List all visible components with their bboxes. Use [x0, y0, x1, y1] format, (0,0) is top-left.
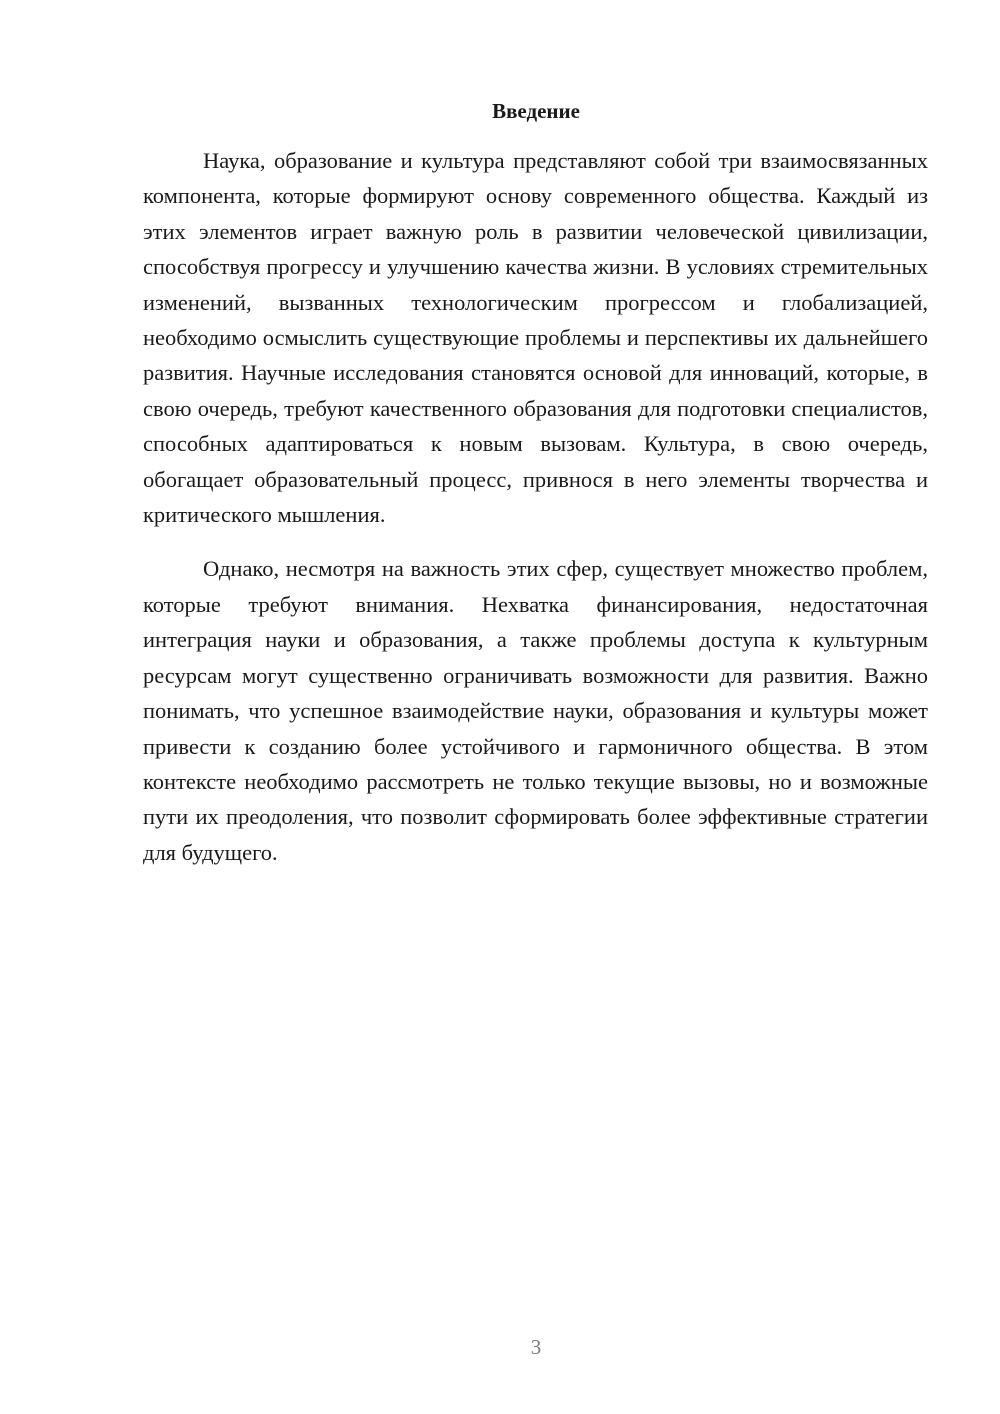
page-number: 3 [530, 1335, 542, 1359]
paragraph-2: Однако, несмотря на важность этих сфер, существует множество проблем, которые требуют внимания. Нехватка финансирования, недостаточная интеграция науки и образования, а также проблемы доступа к культурным ресурсам могут существенно ограничивать возможности для развития. Важно понимать, что успешное взаимодействие науки, образования и культуры может привести к созданию более устойчивого и гармоничного общества. В этом контексте необходимо рассмотреть не только текущие вызовы, но и возможные пути их преодоления, что позволит сформировать более эффективные стратегии для будущего. [143, 556, 928, 865]
body-text [143, 143, 928, 870]
paragraph-1: Наука, образование и культура представляют собой три взаимосвязанных компонента, которые формируют основу современного общества. Каждый из этих элементов играет важную роль в развитии человеческой цивилизации, способствуя прогрессу и улучшению качества жизни. В условиях стремительных изменений, вызванных технологическим прогрессом и глобализацией, необходимо осмыслить существующие проблемы и перспективы их дальнейшего развития. Научные исследования становятся основой для инноваций, которые, в свою очередь, требуют качественного образования для подготовки специалистов, способных адаптироваться к новым вызовам. Культура, в свою очередь, обогащает образовательный процесс, привнося в него элементы творчества и критического мышления. [143, 148, 928, 528]
section-title: Введение [492, 99, 580, 123]
